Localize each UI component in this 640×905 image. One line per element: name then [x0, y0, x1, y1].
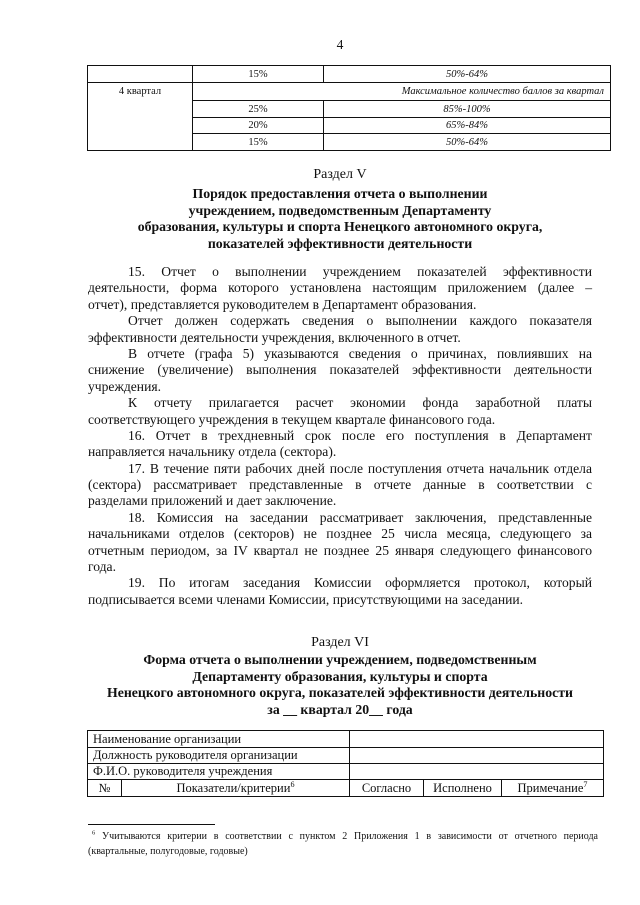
footnote-separator — [88, 824, 215, 825]
paragraph-19 — [88, 575, 592, 608]
report-form-table — [87, 730, 604, 797]
column-header-done: Исполнено — [424, 780, 502, 797]
section-5-title — [40, 186, 640, 253]
footnote-marker: 6 — [92, 829, 96, 837]
column-header-note-text: Примечание — [517, 780, 584, 795]
paragraph-line: соответствующего учреждения в текущем квартале финансового года. — [88, 411, 496, 427]
paragraph-line: года. — [88, 559, 116, 575]
head-name-value — [350, 764, 604, 780]
max-score-note: Максимальное количество баллов за квартал — [193, 83, 611, 101]
table-row — [88, 764, 604, 780]
footnote-line: (квартальные, полугодовые, годовые) — [88, 846, 248, 857]
footnote — [88, 829, 598, 859]
section-title-line: за __ квартал 20__ года — [267, 701, 413, 717]
paragraph-line: В отчете (графа 5) указываются сведения о причинах, повлиявших на — [128, 345, 592, 361]
footnote-ref-7: 7 — [583, 779, 588, 789]
section-title-line: Ненецкого автономного округа, показателей эффективности деятельности — [106, 685, 574, 700]
paragraph-16 — [88, 428, 592, 461]
paragraph-line: снижение (увеличение) выполнения показателей эффективности деятельности — [88, 362, 592, 378]
footnote-text: Учитываются критерии в соответствии с пунктом 2 Приложения 1 в зависимости от отчетного периода — [102, 831, 598, 842]
section-title-line: Форма отчета о выполнении учреждением, подведомственным — [143, 652, 537, 667]
footnote-ref-6: 6 — [290, 779, 295, 789]
head-position-label: Должность руководителя организации — [88, 748, 350, 764]
weight-cell: 15% — [193, 134, 324, 151]
table-row — [88, 66, 611, 83]
section-5-body — [88, 264, 592, 608]
paragraph-column-5 — [88, 346, 592, 395]
table-header-row — [88, 780, 604, 797]
paragraph-line: 17. В течение пяти рабочих дней после поступления отчета начальник отдела — [128, 460, 592, 476]
section-title-line: Департаменту образования, культуры и спорта — [192, 668, 488, 684]
section-title-line: образования, культуры и спорта Ненецкого автономного округа, — [137, 219, 543, 235]
paragraph-17 — [88, 461, 592, 510]
paragraph-line: 16. Отчет в трехдневный срок после его поступления в Департамент — [128, 427, 592, 443]
column-header-number: № — [88, 780, 122, 797]
score-table — [87, 65, 611, 151]
paragraph-line: 19. По итогам заседания Комиссии оформляется протокол, который — [128, 575, 592, 591]
paragraph-line: (сектора) рассматривает представленные в отчете данные в соответствии с — [88, 477, 592, 493]
paragraph-15 — [88, 264, 592, 313]
paragraph-line: разделами приложений и дает заключение. — [88, 493, 337, 509]
paragraph-line: отчет), представляется руководителем в Департамент образования. — [88, 296, 477, 312]
paragraph-line: учреждения. — [88, 378, 162, 394]
section-title-line: показателей эффективности деятельности — [207, 236, 473, 252]
paragraph-line: направляется начальнику отдела (сектора). — [88, 444, 337, 460]
head-name-label: Ф.И.О. руководителя учреждения — [88, 764, 350, 780]
paragraph-18 — [88, 510, 592, 576]
range-cell: 85%-100% — [324, 101, 611, 118]
section-5-label: Раздел V — [313, 167, 367, 182]
quarter-label: 4 квартал — [88, 83, 193, 151]
column-header-criteria — [122, 780, 350, 797]
weight-cell: 15% — [193, 66, 324, 83]
weight-cell: 20% — [193, 118, 324, 134]
table-row — [88, 748, 604, 764]
quarter-cell-empty — [88, 66, 193, 83]
paragraph-line: 15. Отчет о выполнении учреждением показателей эффективности — [128, 264, 592, 279]
section-6-label: Раздел VI — [311, 635, 369, 650]
org-name-value — [350, 731, 604, 748]
paragraph-report-content — [88, 313, 592, 346]
column-header-criteria-text: Показатели/критерии — [176, 780, 291, 795]
paragraph-line: начальниками отделов (секторов) не позднее 25 числа месяца, следующего за — [88, 526, 592, 542]
section-title-line: Порядок предоставления отчета о выполнении — [192, 186, 488, 201]
range-cell: 50%-64% — [324, 66, 611, 83]
table-row — [88, 731, 604, 748]
range-cell: 65%-84% — [324, 118, 611, 134]
head-position-value — [350, 748, 604, 764]
paragraph-line: отчетным периодом, за IV квартал не позднее 25 января следующего финансового — [88, 542, 592, 558]
range-cell: 50%-64% — [324, 134, 611, 151]
column-header-note — [502, 780, 604, 797]
page-number: 4 — [336, 37, 344, 52]
column-header-agreed: Согласно — [350, 780, 424, 797]
section-title-line: учреждением, подведомственным Департаменту — [188, 202, 492, 218]
footnote-line — [88, 829, 598, 844]
weight-cell: 25% — [193, 101, 324, 118]
paragraph-line: подписывается всеми членами Комиссии, присутствующими на заседании. — [88, 591, 524, 607]
paragraph-line: К отчету прилагается расчет экономии фонда заработной платы — [128, 395, 592, 411]
section-6-title — [40, 652, 640, 718]
paragraph-line: Отчет должен содержать сведения о выполнении каждого показателя — [128, 313, 592, 329]
paragraph-attachment — [88, 395, 592, 428]
paragraph-line: деятельности, форма которого установлена настоящим приложением (далее – — [88, 280, 592, 296]
paragraph-line: 18. Комиссия на заседании рассматривает заключения, представленные — [128, 509, 592, 525]
table-row — [88, 83, 611, 101]
org-name-label: Наименование организации — [88, 731, 350, 748]
paragraph-line: эффективности деятельности учреждения, включенного в отчет. — [88, 329, 461, 345]
